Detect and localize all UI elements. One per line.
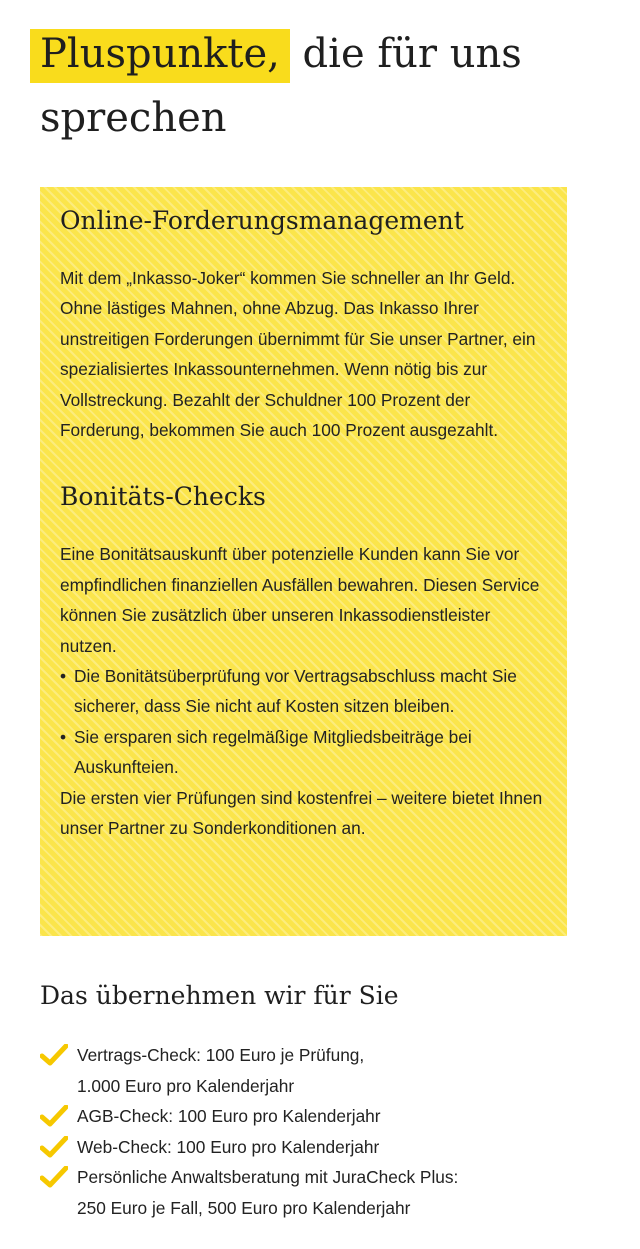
check-icon <box>40 1166 68 1188</box>
bullet-dot-icon: • <box>60 666 67 687</box>
check-icon <box>40 1136 68 1158</box>
section-bonitaets-checks <box>60 479 545 843</box>
bullet-item: • Die Bonitätsüberprüfung vor Vertragsabschluss macht Sie sicherer, dass Sie nicht auf Kosten sitzen bleiben. <box>60 661 545 722</box>
section-outro: Die ersten vier Prüfungen sind kostenfrei – weitere bietet Ihnen unser Partner zu Sonderkonditionen an. <box>60 787 543 839</box>
section-intro: Eine Bonitätsauskunft über potenzielle Kunden kann Sie vor empfindlichen finanziellen Ausfällen bewahren. Diesen Service können Sie zusätzlich über unseren Inkassodienstleister nutzen. <box>60 544 540 656</box>
section-forderungsmanagement <box>60 203 545 445</box>
coverage-item: Vertrags-Check: 100 Euro je Prüfung, 1.000 Euro pro Kalenderjahr <box>40 1040 620 1101</box>
benefits-box <box>40 187 567 936</box>
coverage-item: AGB-Check: 100 Euro pro Kalenderjahr <box>40 1101 620 1132</box>
coverage-heading: Das übernehmen wir für Sie <box>40 981 399 1010</box>
bullet-list <box>60 661 545 783</box>
coverage-list <box>40 1040 620 1223</box>
title-rest: die für uns sprechen <box>40 31 522 141</box>
coverage-item: Persönliche Anwaltsberatung mit JuraCheck Plus: 250 Euro je Fall, 500 Euro pro Kalenderjahr <box>40 1162 620 1223</box>
check-icon <box>40 1044 68 1066</box>
section-paragraph: Mit dem „Inkasso-Joker“ kommen Sie schneller an Ihr Geld. Ohne lästiges Mahnen, ohne Abzug. Das Inkasso Ihrer unstreitigen Forderungen übernimmt für Sie unser Partner, ein spezialisiertes Inkassounternehmen. Wenn nötig bis zur Vollstreckung. Bezahlt der Schuldner 100 Prozent der Forderung, bekommen Sie auch 100 Prozent ausgezahlt. <box>60 268 536 441</box>
bullet-item: • Sie ersparen sich regelmäßige Mitgliedsbeiträge bei Auskunfteien. <box>60 722 545 783</box>
section-heading: Bonitäts-Checks <box>60 482 266 512</box>
bullet-dot-icon: • <box>60 726 67 747</box>
check-icon <box>40 1105 68 1127</box>
page-title <box>40 22 600 150</box>
title-highlight: Pluspunkte, <box>30 29 290 83</box>
section-heading: Online-Forderungsmanagement <box>60 206 464 235</box>
coverage-item: Web-Check: 100 Euro pro Kalenderjahr <box>40 1132 620 1163</box>
